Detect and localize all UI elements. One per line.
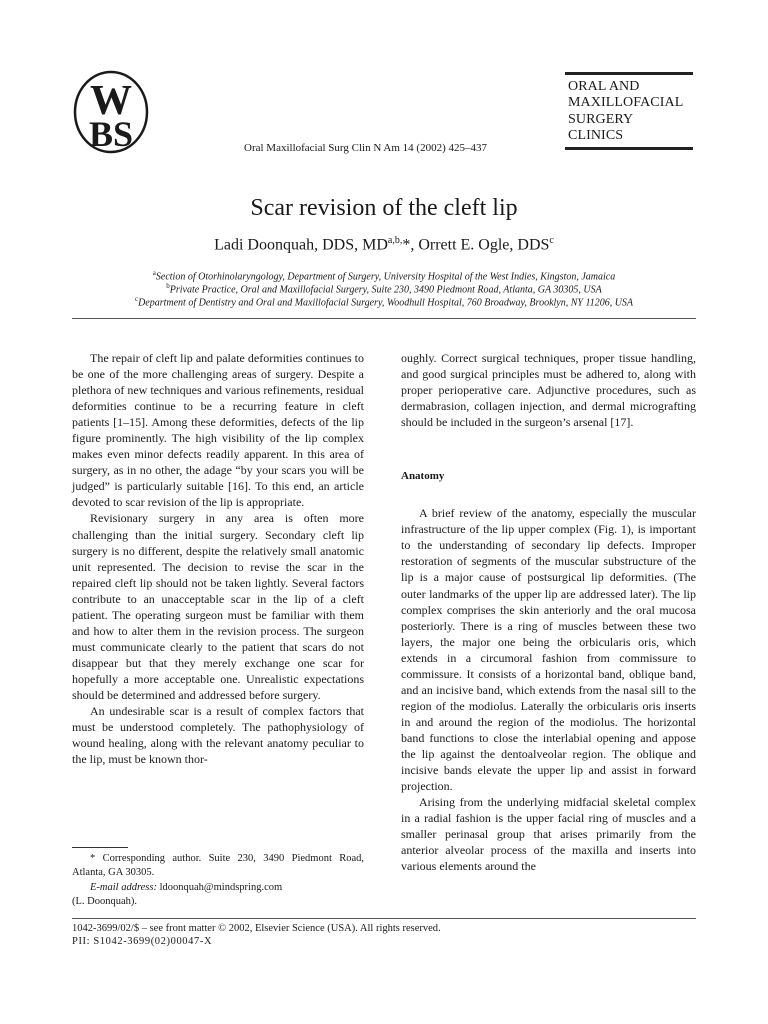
body-paragraph: A brief review of the anatomy, especially the muscular infrastructure of the lip upper complex (Fig. 1), is important to the understanding of secondary lip defects. Improper restoration of segments of the muscular substructure of the lip is a major cause of postsurgical lip deformities. (The outer landmarks of the upper lip are addressed later). The lip complex comprises the skin anteriorly and the oral mucosa posteriorly. There is a ring of muscles between these two layers, the major one being the orbicularis oris, which extends in a circumoral fashion from commissure to commissure. It consists of a horizontal band, oblique band, and an incisive band, which extends from the nasal sill to the region of the modiolus. Laterally the orbicularis oris inserts in and around the region of the modiolus. The horizontal band functions to close the interlabial opening and appose the lip against the dentoalveolar region. The oblique and incisive bands elevate the upper lip and assist in forward projection.	[401, 506, 696, 794]
journal-rule-top	[565, 72, 693, 75]
affiliation-mark: c	[134, 295, 139, 303]
footnote	[72, 852, 364, 910]
journal-name-line: SURGERY	[568, 111, 634, 127]
copyright-line: 1042-3699/02/$ – see front matter © 2002, Elsevier Science (USA). All rights reserved.	[72, 923, 441, 934]
footer-divider	[72, 918, 696, 919]
left-column	[72, 350, 364, 767]
footnote-corresponding: * Corresponding author. Suite 230, 3490 Piedmont Road, Atlanta, GA 30305.	[72, 853, 364, 879]
body-paragraph: An undesirable scar is a result of complex factors that must be understood completely. The pathophysiology of wound healing, along with the relevant anatomy peculiar to the lip, must be known thor-	[72, 704, 364, 767]
corresponding-mark: *	[402, 236, 411, 254]
affiliation-b	[0, 282, 768, 295]
affiliation-a	[0, 269, 768, 282]
body-paragraph: The repair of cleft lip and palate deformities continues to be one of the more challenging areas of surgery. Despite a plethora of new techniques and various refinements, residual deformities continue to be a recurring feature in cleft patients [1–15]. Among these deformities, defects of the lip figure prominently. The high visibility of the lip complex makes even minor defects readily apparent. In this area of surgery, as in no other, the adage “by your scars you will be judged” is particularly suitable [16]. To this end, an article devoted to scar revision of the lip is appropriate.	[72, 351, 364, 510]
journal-name-line: CLINICS	[568, 128, 624, 144]
right-column	[401, 350, 696, 874]
journal-citation: Oral Maxillofacial Surg Clin N Am 14 (2002) 425–437	[244, 142, 487, 154]
logo-letter-w: W	[90, 78, 132, 124]
author-2-affil: c	[549, 235, 554, 246]
footnote-email-owner: (L. Doonquah).	[72, 896, 138, 908]
logo-letters-bs: BS	[88, 114, 134, 154]
affiliation-mark: a	[152, 269, 156, 277]
affiliation-c	[0, 295, 768, 308]
affiliation-text: Section of Otorhinolaryngology, Department of Surgery, University Hospital of the West Indies, Kingston, Jamaica	[155, 271, 616, 283]
body-paragraph-continued: oughly. Correct surgical techniques, proper tissue handling, and good surgical principles must be adhered to, along with proper perioperative care. Adjunctive procedures, such as dermabrasion, collagen injection, and dermal micrografting should be included in the surgeon’s arsenal [17].	[401, 351, 696, 430]
footnote-rule	[72, 847, 128, 848]
author-2: Orrett E. Ogle, DDS	[418, 236, 550, 254]
body-paragraph: Arising from the underlying midfacial skeletal complex in a radial fashion is the upper facial ring of muscles and a smaller perinasal group that arises primarily from the anterior alveolar process of the maxilla and inserts into various elements around the	[401, 795, 696, 874]
email-address: ldoonquah@mindspring.com	[156, 881, 283, 893]
pii-line: PII: S1042-3699(02)00047-X	[72, 936, 213, 947]
affiliation-text: Department of Dentistry and Oral and Maxillofacial Surgery, Woodhull Hospital, 760 Broadway, Brooklyn, NY 11206, USA	[138, 297, 634, 309]
journal-name-line: ORAL AND	[568, 79, 640, 94]
journal-name-line: MAXILLOFACIAL	[568, 95, 684, 111]
body-paragraph: Revisionary surgery in any area is often more challenging than the initial surgery. Secondary cleft lip surgery is no different, despite the relatively small anatomic unit represented. The decision to revise the scar in the repaired cleft lip should not be taken lightly. Several factors contribute to an unacceptable scar in the lip of a cleft patient. The operating surgeon must be familiar with them and how to alter them in the revision process. The surgeon must communicate clearly to the patient that scars do not disappear but that they merely exchange one scar for hopefully a more acceptable one. Unrealistic expectations should be determined and addressed before surgery.	[72, 511, 364, 702]
section-heading: Anatomy	[401, 470, 445, 483]
header-divider	[72, 318, 696, 319]
article-title: Scar revision of the cleft lip	[250, 195, 518, 221]
wbs-logo	[72, 70, 150, 154]
author-1: Ladi Doonquah, DDS, MD	[214, 236, 388, 254]
email-label: E-mail address:	[90, 881, 157, 893]
journal-rule-bottom	[565, 147, 693, 150]
author-1-affil: a,b,	[387, 235, 403, 246]
author-separator: ,	[410, 236, 419, 254]
journal-name	[568, 79, 698, 145]
affiliation-text: Private Practice, Oral and Maxillofacial Surgery, Suite 230, 3490 Piedmont Road, Atlanta, GA 30305, USA	[169, 284, 602, 296]
author-list	[0, 235, 768, 254]
affiliation-mark: b	[166, 282, 170, 290]
footnote-email	[72, 881, 364, 895]
